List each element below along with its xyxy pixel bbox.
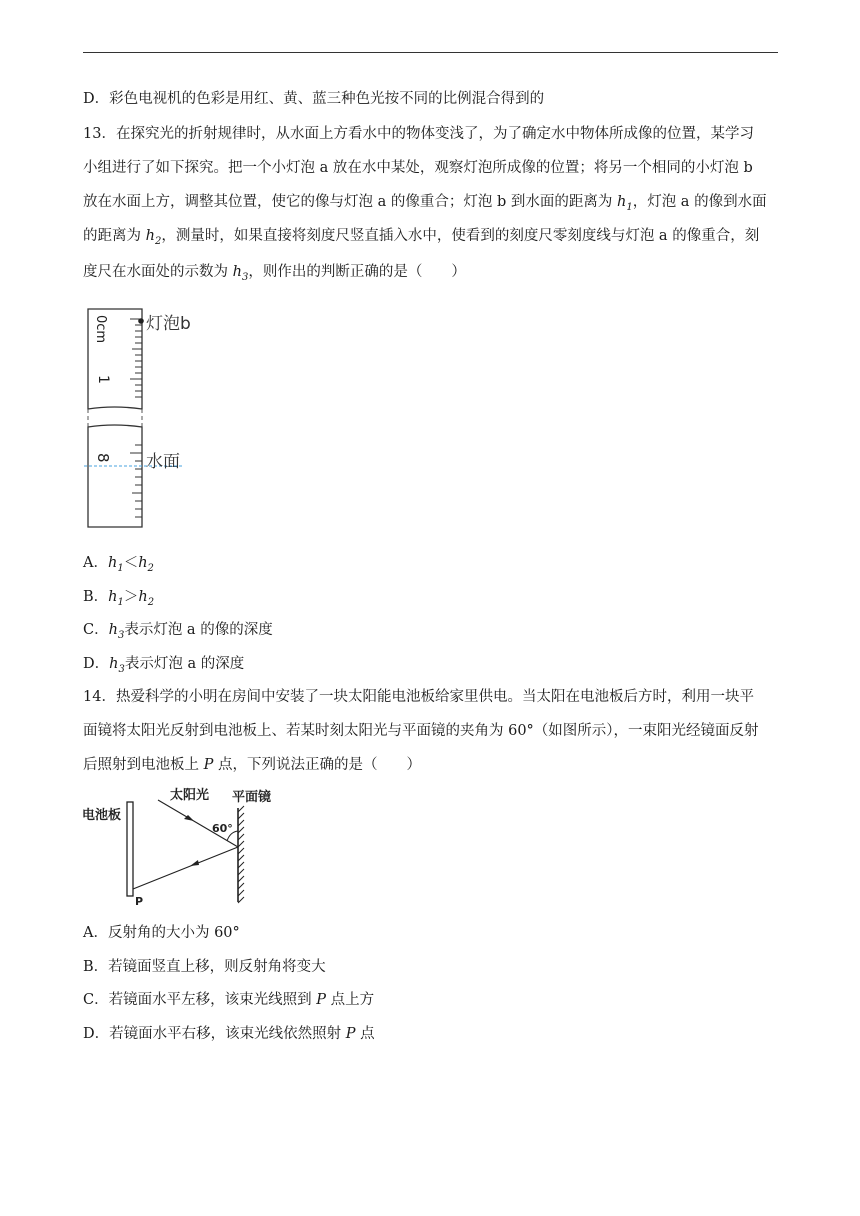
q14-option-c-b: 点上方 bbox=[325, 992, 375, 1008]
ruler-lower-ticks bbox=[130, 445, 142, 517]
option-b-h1: h bbox=[108, 589, 118, 605]
q14-option-a: A．反射角的大小为 60° bbox=[83, 925, 240, 941]
q13-option-c bbox=[83, 620, 273, 646]
option-b-sub2: 2 bbox=[147, 596, 155, 608]
q14-option-d-a: D．若镜面水平右移，该束光线依然照射 bbox=[83, 1026, 346, 1042]
option-b-relation: ＞ bbox=[123, 589, 139, 605]
option-d-prefix: D． bbox=[83, 656, 110, 672]
h2-subscript: 2 bbox=[154, 235, 162, 247]
q14-option-c-a: C．若镜面水平左移，该束光线照到 bbox=[83, 992, 317, 1008]
bulb-b-label: 灯泡b bbox=[146, 314, 191, 334]
h3-symbol: h bbox=[232, 264, 242, 280]
q13-stem-5b: ，则作出的判断正确的是（ ） bbox=[248, 264, 466, 280]
point-p-label: P bbox=[135, 895, 144, 908]
ruler-tick-eight: 8 bbox=[94, 453, 112, 463]
solar-panel bbox=[127, 802, 133, 896]
option-c-text: 表示灯泡 a 的像的深度 bbox=[124, 622, 273, 638]
h1-subscript: 1 bbox=[626, 201, 633, 213]
mirror-label: 平面镜 bbox=[232, 790, 272, 805]
q14-option-d bbox=[83, 1024, 375, 1044]
ruler-tick-one: 1 bbox=[95, 375, 111, 384]
panel-label: 电池板 bbox=[82, 808, 122, 823]
q13-stem-4b: ，测量时，如果直接将刻度尺竖直插入水中，使看到的刻度尺零刻度线与灯泡 a 的像重合，刻 bbox=[161, 228, 760, 244]
q13-stem-5a: 度尺在水面处的示数为 bbox=[83, 264, 233, 280]
q14-stem-3b: 点，下列说法正确的是（ ） bbox=[213, 757, 421, 773]
option-d-sub3: 3 bbox=[118, 663, 125, 675]
option-c-h3: h bbox=[108, 622, 118, 638]
bulb-b-dot bbox=[138, 318, 144, 324]
q14-point-p: P bbox=[203, 757, 214, 773]
ruler-lower-body bbox=[88, 425, 142, 527]
option-a-sub1: 1 bbox=[117, 562, 124, 574]
q14-stem-3a: 后照射到电池板上 bbox=[83, 757, 204, 773]
option-a-relation: ＜ bbox=[123, 555, 139, 571]
q13-option-a bbox=[83, 553, 154, 579]
q13-option-b bbox=[83, 587, 154, 613]
h3-subscript: 3 bbox=[241, 271, 249, 283]
q13-option-d bbox=[83, 654, 244, 680]
q13-stem-line-4 bbox=[83, 226, 759, 252]
q14-stem-line-1: 14．热爱科学的小明在房间中安装了一块太阳能电池板给家里供电。当太阳在电池板后方时，利用一块平 bbox=[83, 689, 754, 705]
q13-stem-line-1: 13．在探究光的折射规律时，从水面上方看水中的物体变浅了，为了确定水中物体所成像的位置，某学习 bbox=[83, 126, 754, 142]
header-rule bbox=[83, 52, 778, 53]
option-b-h2: h bbox=[138, 589, 148, 605]
q14-option-b: B．若镜面竖直上移，则反射角将变大 bbox=[83, 959, 326, 975]
mirror-hatching bbox=[238, 806, 244, 903]
q14-stem-line-2: 面镜将太阳光反射到电池板上、若某时刻太阳光与平面镜的夹角为 60°（如图所示），一束阳光经镜面反射 bbox=[83, 723, 759, 739]
option-a-prefix: A． bbox=[83, 555, 108, 571]
q13-stem-3a: 放在水面上方，调整其位置，使它的像与灯泡 a 的像重合；灯泡 b 到水面的距离为 bbox=[83, 194, 617, 210]
option-b-prefix: B． bbox=[83, 589, 109, 605]
q13-stem-4a: 的距离为 bbox=[83, 228, 146, 244]
angle-label: 60° bbox=[212, 822, 233, 835]
q14-stem-line-3 bbox=[83, 755, 421, 775]
reflected-ray bbox=[133, 847, 238, 889]
ruler-unit-label: 0cm bbox=[93, 315, 108, 344]
water-surface-label: 水面 bbox=[146, 452, 180, 472]
option-a-h2: h bbox=[138, 555, 148, 571]
q14-option-d-p: P bbox=[345, 1026, 356, 1042]
q14-mirror-figure bbox=[80, 786, 300, 908]
q13-stem-line-5 bbox=[83, 262, 466, 288]
option-a-sub2: 2 bbox=[147, 562, 154, 574]
q13-stem-line-3 bbox=[83, 192, 767, 218]
option-d-text: 表示灯泡 a 的深度 bbox=[124, 656, 245, 672]
sun-label: 太阳光 bbox=[170, 788, 210, 803]
q13-stem-line-2: 小组进行了如下探究。把一个小灯泡 a 放在水中某处，观察灯泡所成像的位置；将另一个相同的小灯泡 b bbox=[83, 160, 753, 176]
h2-symbol: h bbox=[145, 228, 155, 244]
q13-stem-3b: ，灯泡 a 的像到水面 bbox=[632, 194, 767, 210]
ruler-upper-ticks bbox=[130, 319, 142, 397]
reflected-arrowhead bbox=[190, 860, 199, 866]
option-d-h3: h bbox=[109, 656, 119, 672]
option-c-prefix: C． bbox=[83, 622, 109, 638]
q12-option-d: D．彩色电视机的色彩是用红、黄、蓝三种色光按不同的比例混合得到的 bbox=[83, 91, 545, 107]
q14-option-c-p: P bbox=[316, 992, 326, 1008]
h1-symbol: h bbox=[616, 194, 627, 210]
option-a-h1: h bbox=[107, 555, 118, 571]
q13-ruler-figure bbox=[80, 305, 210, 533]
option-c-sub3: 3 bbox=[117, 629, 125, 641]
q14-option-d-b: 点 bbox=[355, 1026, 375, 1042]
q14-option-c bbox=[83, 990, 374, 1010]
option-b-sub1: 1 bbox=[117, 596, 124, 608]
